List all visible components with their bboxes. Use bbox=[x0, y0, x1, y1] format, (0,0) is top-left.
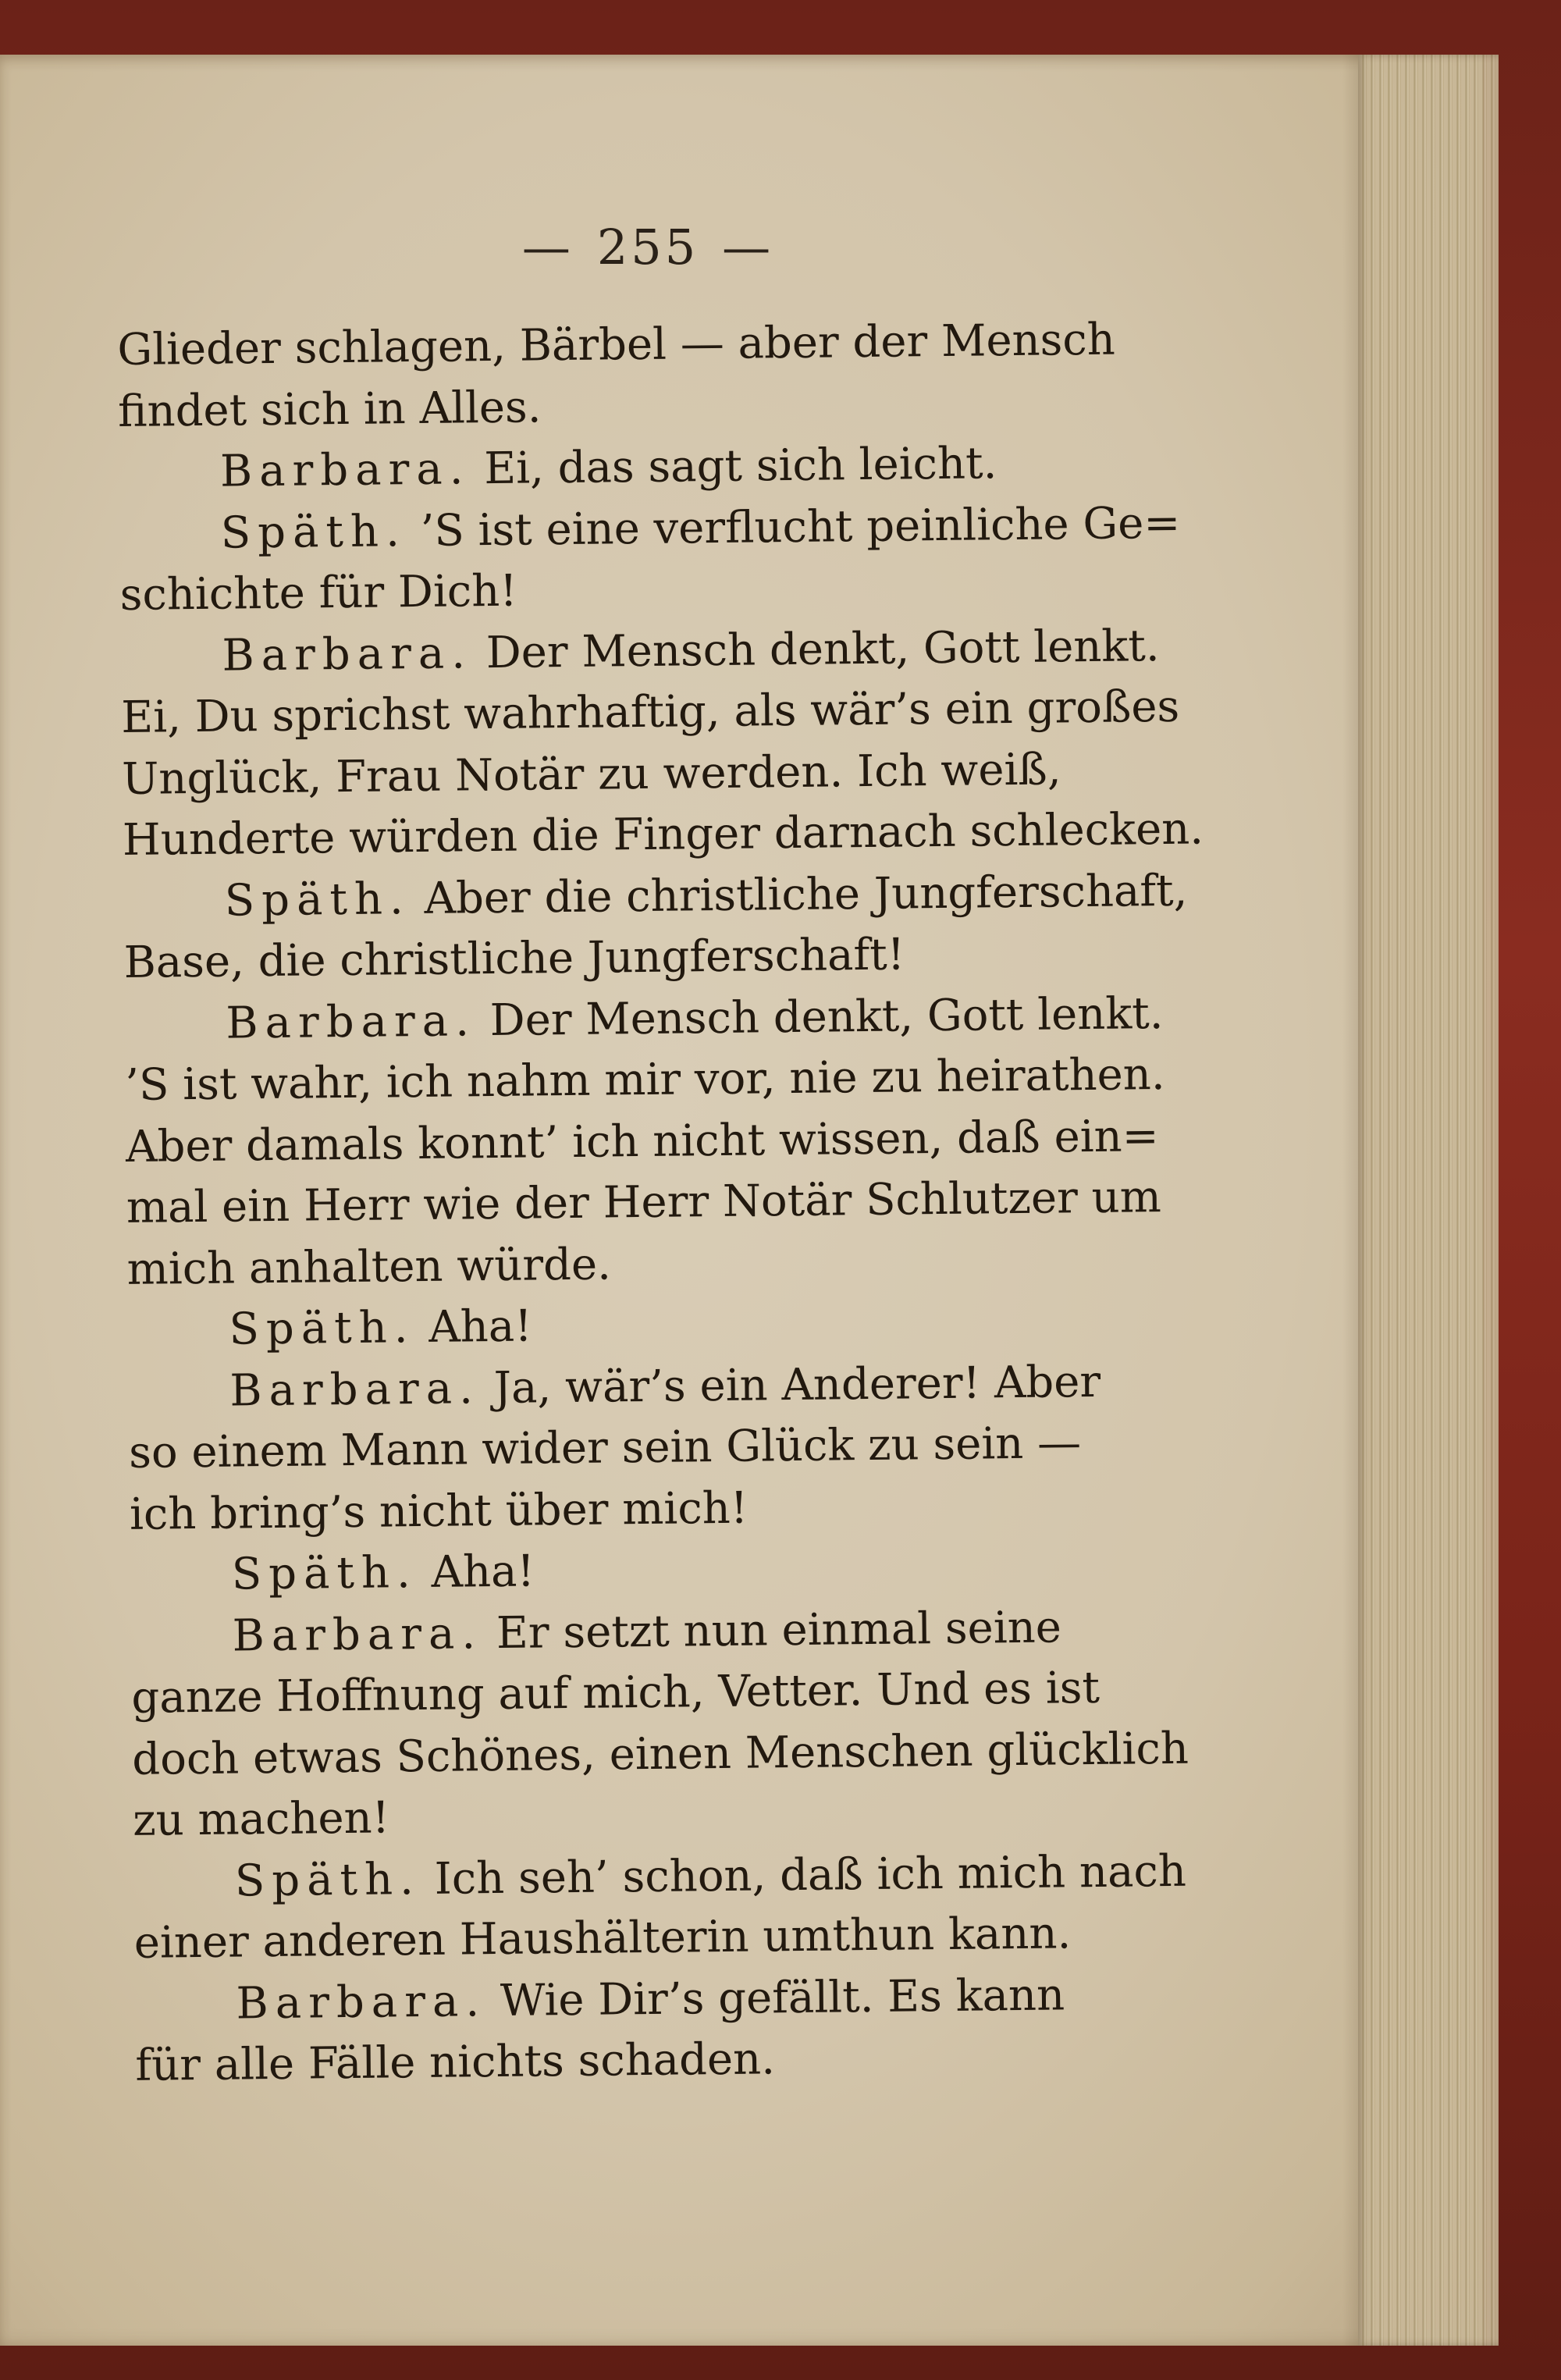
line-text: Ich seh’ schon, daß ich mich nach bbox=[420, 1845, 1187, 1905]
text-line bbox=[123, 860, 1200, 933]
text-line bbox=[121, 677, 1199, 749]
speaker-name: Späth. bbox=[224, 873, 411, 927]
line-text: ’S ist wahr, ich nahm mir vor, nie zu heirathen. bbox=[124, 1048, 1165, 1111]
text-line bbox=[122, 738, 1200, 810]
text-line bbox=[123, 922, 1201, 994]
line-text: zu machen! bbox=[132, 1792, 390, 1846]
text-line bbox=[119, 493, 1197, 565]
line-text: ich bring’s nicht über mich! bbox=[129, 1482, 748, 1540]
line-text: Ei, Du sprichst wahrhaftig, als wär’s ein großes bbox=[120, 681, 1180, 743]
page-header bbox=[484, 219, 812, 276]
line-text: ’S ist eine verflucht peinliche Ge= bbox=[406, 497, 1181, 557]
text-line bbox=[133, 1779, 1211, 1852]
text-line bbox=[118, 370, 1196, 443]
line-text: mich anhalten würde. bbox=[126, 1238, 612, 1295]
text-line bbox=[133, 1902, 1211, 1974]
line-text: mal ein Herr wie der Herr Notär Schlutzer um bbox=[126, 1172, 1162, 1233]
text-line bbox=[126, 1105, 1204, 1178]
speaker-name: Barbara. bbox=[219, 443, 471, 497]
text-line bbox=[120, 615, 1198, 688]
text-line bbox=[129, 1411, 1207, 1484]
line-text: schichte für Dich! bbox=[119, 565, 518, 621]
text-line bbox=[133, 1841, 1211, 1913]
speaker-name: Barbara. bbox=[222, 627, 473, 681]
line-text: Der Mensch denkt, Gott lenkt. bbox=[471, 620, 1160, 678]
text-line bbox=[126, 1228, 1204, 1300]
text-line bbox=[135, 2024, 1213, 2097]
speaker-name: Barbara. bbox=[229, 1362, 481, 1417]
line-text: Aha! bbox=[414, 1300, 533, 1354]
line-text: doch etwas Schönes, einen Menschen glücklich bbox=[131, 1723, 1189, 1785]
line-text: Base, die christliche Jungferschaft! bbox=[123, 929, 905, 988]
line-text: Hunderte würden die Finger darnach schlecken. bbox=[122, 803, 1204, 866]
line-text: Er setzt nun einmal seine bbox=[482, 1601, 1062, 1659]
header-dash-left: — bbox=[521, 219, 574, 276]
speaker-name: Barbara. bbox=[226, 994, 477, 1049]
text-line bbox=[127, 1289, 1205, 1361]
line-text: Der Mensch denkt, Gott lenkt. bbox=[475, 987, 1164, 1046]
text-line bbox=[126, 1166, 1204, 1239]
line-text: Glieder schlagen, Bärbel — aber der Mensch bbox=[117, 314, 1116, 375]
speaker-name: Späth. bbox=[220, 505, 407, 559]
line-text: Aber damals konnt’ ich nicht wissen, daß ein= bbox=[125, 1110, 1159, 1172]
text-line bbox=[134, 1963, 1212, 2036]
header-dash-right: — bbox=[722, 219, 774, 276]
text-line bbox=[130, 1473, 1207, 1546]
text-line bbox=[130, 1596, 1208, 1668]
page-number: 255 bbox=[596, 219, 699, 276]
line-text: Aha! bbox=[417, 1546, 535, 1599]
text-line bbox=[122, 799, 1204, 872]
text-line bbox=[119, 554, 1197, 627]
line-text: Ja, wär’s ein Anderer! Aber bbox=[479, 1356, 1101, 1414]
text-line bbox=[124, 983, 1202, 1055]
line-text: einer anderen Haushälterin umthun kann. bbox=[133, 1908, 1072, 1969]
text-line bbox=[132, 1718, 1210, 1791]
text-line bbox=[125, 1044, 1203, 1116]
line-text: so einem Mann wider sein Glück zu sein — bbox=[128, 1418, 1082, 1478]
text-line bbox=[130, 1534, 1207, 1606]
speaker-name: Späth. bbox=[234, 1853, 421, 1907]
text-line bbox=[119, 432, 1197, 504]
line-text: Aber die christliche Jungferschaft, bbox=[410, 865, 1188, 924]
speaker-name: Barbara. bbox=[232, 1607, 483, 1662]
speaker-name: Späth. bbox=[229, 1302, 415, 1355]
line-text: Ei, das sagt sich leicht. bbox=[470, 438, 997, 495]
page-edges bbox=[1358, 55, 1499, 2346]
speaker-name: Barbara. bbox=[236, 1975, 487, 2030]
line-text: Unglück, Frau Notär zu werden. Ich weiß, bbox=[121, 743, 1061, 805]
line-text: ganze Hoffnung auf mich, Vetter. Und es ist bbox=[131, 1662, 1101, 1724]
text-line bbox=[117, 309, 1195, 382]
line-text: findet sich in Alles. bbox=[117, 381, 542, 437]
speaker-name: Späth. bbox=[231, 1547, 418, 1600]
line-text: für alle Fälle nichts schaden. bbox=[135, 2033, 776, 2091]
text-line bbox=[128, 1350, 1206, 1423]
page-text bbox=[117, 309, 1213, 2097]
line-text: Wie Dir’s gefällt. Es kann bbox=[485, 1969, 1065, 2026]
text-line bbox=[131, 1656, 1209, 1729]
